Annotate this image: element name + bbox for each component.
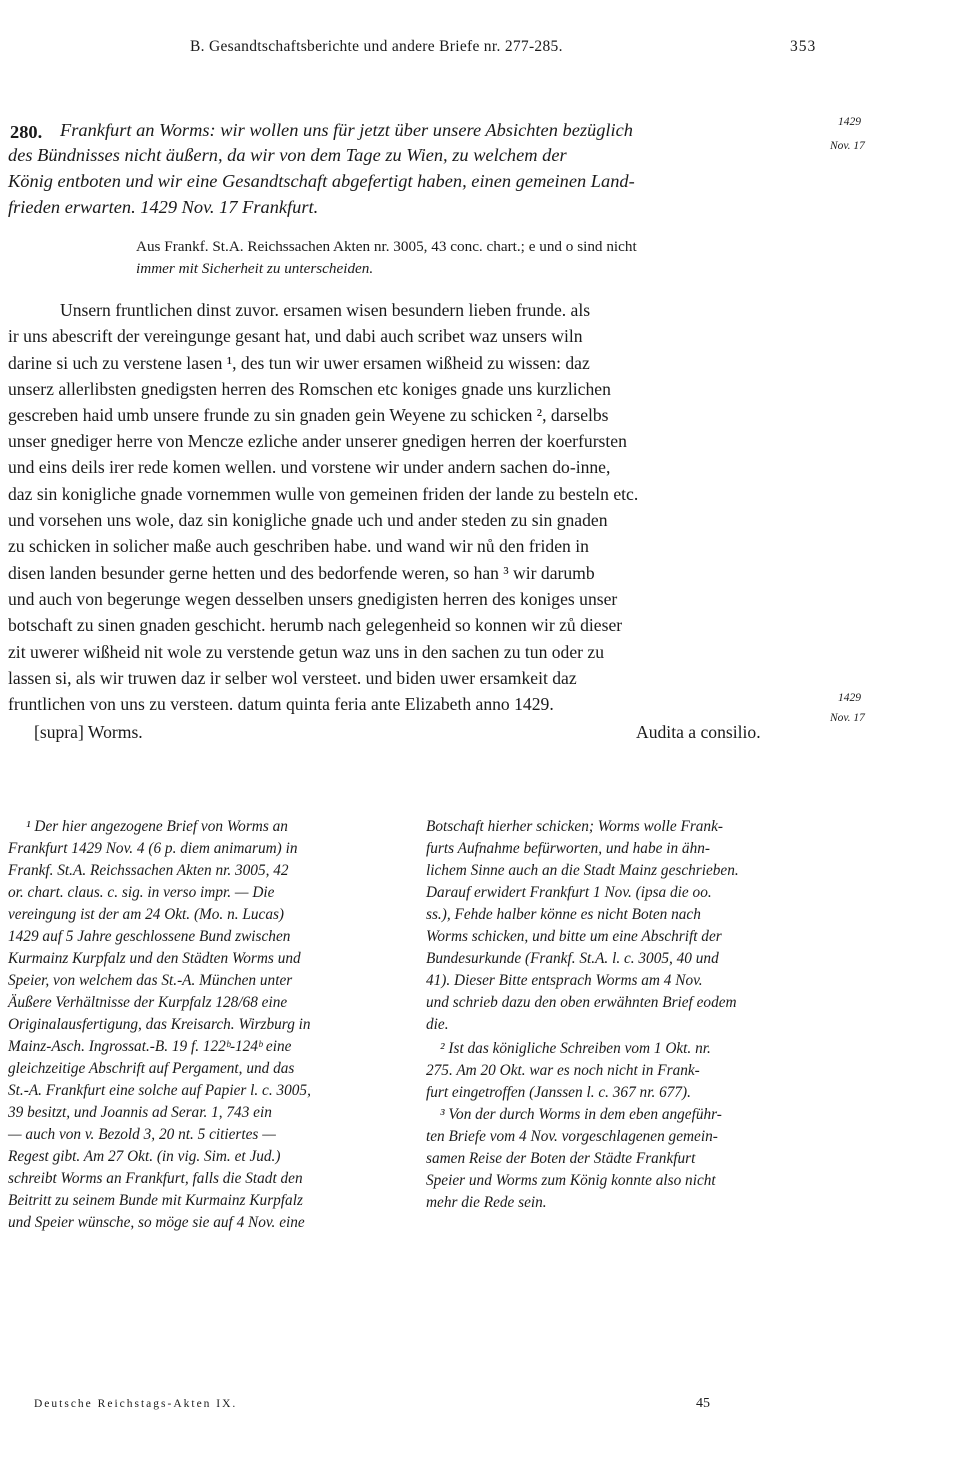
body-line: botschaft zu sinen gnaden geschicht. herumb nach gelegenheid so konnen wir zů dieser [8, 615, 623, 635]
footnote-line: furts Aufnahme befürworten, und habe in ähn- [426, 840, 710, 857]
footnote-line: 275. Am 20 Okt. war es noch nicht in Frank- [426, 1062, 700, 1079]
sheet-number: 45 [696, 1396, 710, 1411]
footnote-line: Speier, von welchem das St.-A. München unter [8, 972, 293, 989]
footnote-line: ten Briefe vom 4 Nov. vorgeschlagenen gemein- [426, 1128, 718, 1145]
source-note-line: immer mit Sicherheit zu unterscheiden. [136, 260, 374, 277]
footnote-line: Botschaft hierher schicken; Worms wolle Frank- [426, 818, 723, 835]
closing-note: Audita a consilio. [636, 722, 761, 742]
footnote-line: schreibt Worms an Frankfurt, falls die Stadt den [8, 1170, 303, 1187]
footnote-line: Frankfurt 1429 Nov. 4 (6 p. diem animarum) in [8, 840, 298, 857]
margin-year: 1429 [838, 692, 861, 704]
body-line: unserz allerlibsten gnedigsten herren des Romschen etc koniges gnade uns kurzlichen [8, 379, 611, 399]
body-line: und vorsehen uns wole, daz sin konigliche gnade uch und ander steden zu sin gnaden [8, 510, 608, 530]
footnote-line: ¹ Der hier angezogene Brief von Worms an [26, 818, 288, 835]
body-line: zit uwerer wißheid nit wole zu verstende getun waz uns in den sachen zu tun oder zu [8, 642, 605, 662]
footnote-line: lichem Sinne auch an die Stadt Mainz geschrieben. [426, 862, 739, 879]
body-line: und eins deils irer rede komen wellen. und vorstene wir under andern sachen do-inne, [8, 457, 611, 477]
footnote-line: die. [426, 1016, 449, 1033]
footnote-line: Originalausfertigung, das Kreisarch. Wirzburg in [8, 1016, 311, 1033]
footnote-line: 39 besitzt, und Joannis ad Serar. 1, 743 ein [8, 1104, 272, 1121]
body-line: unser gnediger herre von Mencze ezliche ander unserer gnedigen herren der koerfursten [8, 431, 627, 451]
document-number: 280. [10, 122, 43, 142]
footnote-line: St.-A. Frankfurt eine solche auf Papier l. c. 3005, [8, 1082, 311, 1099]
footnote-line: Frankf. St.A. Reichssachen Akten nr. 3005, 42 [8, 862, 289, 879]
footnote-line: Darauf erwidert Frankfurt 1 Nov. (ipsa die oo. [426, 884, 712, 901]
footnote-line: furt eingetroffen (Janssen l. c. 367 nr. 677). [426, 1084, 691, 1101]
footnote-line: mehr die Rede sein. [426, 1194, 547, 1211]
regest-line: Frankfurt an Worms: wir wollen uns für jetzt über unsere Absichten bezüglich [60, 120, 633, 140]
footnote-line: — auch von v. Bezold 3, 20 nt. 5 citiertes — [8, 1126, 276, 1143]
footnote-line: ³ Von der durch Worms in dem eben angeführ- [440, 1106, 722, 1123]
footnote-line: Speier und Worms zum König konnte also nicht [426, 1172, 716, 1189]
footnote-line: Regest gibt. Am 27 Okt. (in vig. Sim. et Jud.) [8, 1148, 281, 1165]
margin-day: Nov. 17 [830, 712, 865, 724]
footnote-line: ss.), Fehde halber könne es nicht Boten nach [426, 906, 701, 923]
body-line: gescreben haid umb unsere frunde zu sin gnaden gein Weyene zu schicken ², darselbs [8, 405, 609, 425]
footnote-line: Worms schicken, und bitte um eine Abschrift der [426, 928, 722, 945]
page-number: 353 [790, 38, 817, 55]
footnote-line: Beitritt zu seinem Bunde mit Kurmainz Kurpfalz [8, 1192, 303, 1209]
footnote-line: Mainz-Asch. Ingrossat.-B. 19 f. 122ᵇ-124ᵇ eine [8, 1038, 292, 1055]
body-line: Unsern fruntlichen dinst zuvor. ersamen wisen besundern lieben frunde. als [60, 300, 591, 320]
body-line: lassen si, als wir truwen daz ir selber wol versteet. und biden uwer ersamkeit daz [8, 668, 577, 688]
footnote-line: Äußere Verhältnisse der Kurpfalz 128/68 eine [8, 994, 288, 1011]
footnote-line: 41). Dieser Bitte entsprach Worms am 4 Nov. [426, 972, 703, 989]
footnote-line: samen Reise der Boten der Städte Frankfurt [426, 1150, 696, 1167]
regest-line: frieden erwarten. 1429 Nov. 17 Frankfurt. [8, 197, 319, 217]
source-note-line: Aus Frankf. St.A. Reichssachen Akten nr. 3005, 43 conc. chart.; e und o sind nicht [136, 238, 637, 255]
body-line: zu schicken in solicher maße auch geschriben habe. und wand wir nů den friden in [8, 536, 589, 556]
footnote-line: vereingung ist der am 24 Okt. (Mo. n. Lucas) [8, 906, 285, 923]
footnote-line: und Speier wünsche, so möge sie auf 4 Nov. eine [8, 1214, 305, 1231]
body-line: darine si uch zu verstene lasen ¹, des tun wir uwer ersamen wißheid zu wissen: daz [8, 353, 590, 373]
regest-line: des Bündnisses nicht äußern, da wir von dem Tage zu Wien, zu welchem der [8, 145, 567, 165]
regest-line: König entboten und wir eine Gesandtschaft abgefertigt haben, einen gemeinen Land- [8, 171, 635, 191]
body-line: disen landen besunder gerne hetten und des bedorfende weren, so han ³ wir darumb [8, 563, 595, 583]
body-line: fruntlichen von uns zu versteen. datum quinta feria ante Elizabeth anno 1429. [8, 694, 554, 714]
address-line: [supra] Worms. [34, 722, 143, 742]
footnote-line: ² Ist das königliche Schreiben vom 1 Okt. nr. [440, 1040, 711, 1057]
footnote-line: 1429 auf 5 Jahre geschlossene Bund zwischen [8, 928, 291, 945]
footnote-line: or. chart. claus. c. sig. in verso impr. — Die [8, 884, 275, 901]
body-line: und auch von begerunge wegen desselben unsers gnedigisten herren des koniges unser [8, 589, 618, 609]
footnote-line: und schrieb dazu den oben erwähnten Brief eodem [426, 994, 737, 1011]
body-line: daz sin konigliche gnade vornemmen wulle von gemeinen friden der lande zu besteln etc. [8, 484, 639, 504]
margin-year: 1429 [838, 116, 861, 128]
footnote-line: gleichzeitige Abschrift auf Pergament, und das [8, 1060, 295, 1077]
margin-day: Nov. 17 [830, 140, 865, 152]
signature-line: Deutsche Reichstags-Akten IX. [34, 1398, 238, 1410]
body-line: ir uns abescrift der vereingunge gesant hat, und dabi auch scribet waz unsers wiln [8, 326, 583, 346]
running-title: B. Gesandtschaftsberichte und andere Briefe nr. 277-285. [190, 38, 563, 55]
footnote-line: Bundesurkunde (Frankf. St.A. l. c. 3005, 40 und [426, 950, 719, 967]
footnote-line: Kurmainz Kurpfalz und den Städten Worms und [8, 950, 301, 967]
